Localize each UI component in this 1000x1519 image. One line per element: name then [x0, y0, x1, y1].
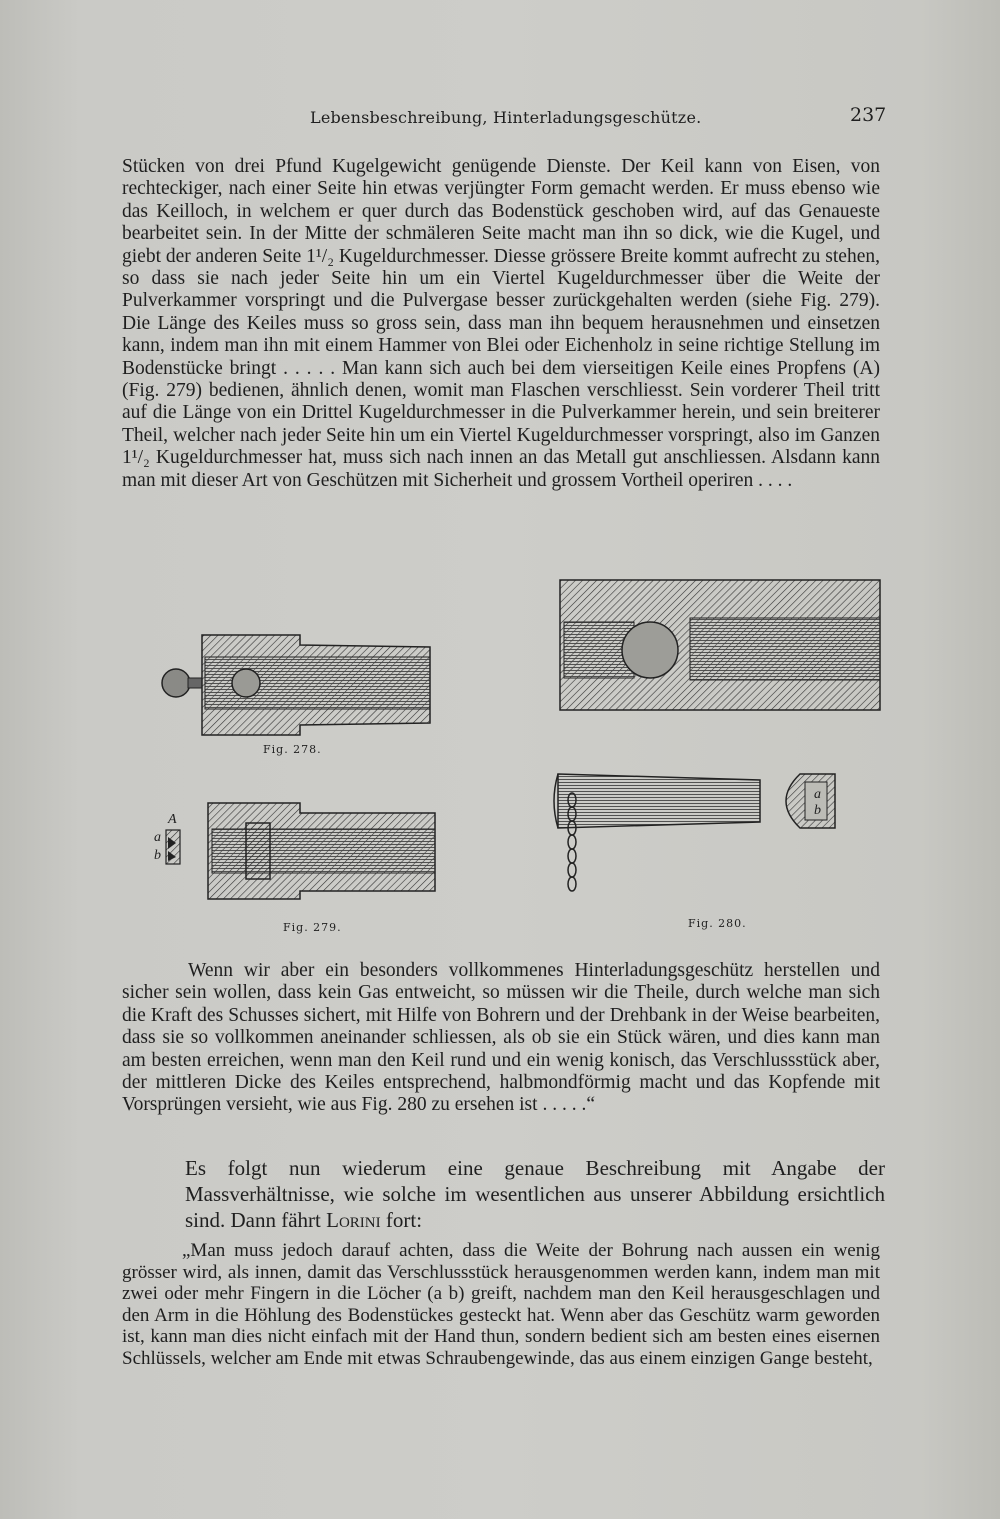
paragraph-4-quote: „Man muss jedoch darauf achten, dass die Weite der Bohrung nach aussen ein wenig grösser wird, als innen, damit das Verschlussstück herausgenommen werden kann, indem man mit zwei oder mehr Fingern in die Löcher (a b) greift, nachdem man den Keil herausgeschlagen und den Arm in die Höhlung des Bodenstückes gesteckt hat. Wenn aber das Geschütz warm geworden ist, kann man dies nicht einfach mit der Hand thun, sondern bedient sich am besten eines eisernen Schlüssels, welcher am Ende mit etwas Schraubengewinde, das aus einem einzigen Gange besteht, [122, 1240, 880, 1369]
fig279-label-a: a [154, 830, 161, 845]
author-name-lorini: Lorini [326, 1208, 381, 1232]
fig280-label-a: a [814, 787, 821, 802]
fig280-label-b: b [814, 803, 821, 818]
figure-280-wedge-and-block [550, 760, 890, 900]
fig279-label-b: b [154, 848, 161, 863]
page-number: 237 [850, 104, 887, 126]
figure-278-gun-breech [150, 625, 440, 745]
running-title: Lebensbeschreibung, Hinterladungsgeschütze. [310, 108, 702, 127]
figure-279-caption: Fig. 279. [283, 921, 342, 934]
paragraph-2: Wenn wir aber ein besonders vollkommenes Hinterladungsgeschütz herstellen und sicher sein wollen, dass kein Gas entweicht, so müssen wir die Theile, durch welche man sich die Kraft des Schusses sichert, mit Hilfe von Bohrern und der Drehbank in der Weise bearbeiten, dass sie so vollkommen aneinander schliessen, als ob sie ein Stück wären, und dies kann man am besten erreichen, wenn man den Keil rund und ein wenig konisch, das Verschlussstück aber, der mittleren Dicke des Keiles entsprechend, halbmondförmig macht und das Kopfende mit Vorsprüngen versieht, wie aus Fig. 280 zu ersehen ist . . . . .“ [122, 960, 880, 1116]
paragraph-1: Stücken von drei Pfund Kugelgewicht genügende Dienste. Der Keil kann von Eisen, von rechteckiger, nach einer Seite hin etwas verjüngter Form gemacht werden. Er muss ebenso wie das Keilloch, in welchem er quer durch das Bodenstück geschoben wird, auf das Genaueste bearbeitet sein. In der Mitte der schmäleren Seite macht man ihn so dick, wie die Kugel, und giebt der anderen Seite 1¹/₂ Kugeldurchmesser. Diesse grössere Breite kommt aufrecht zu stehen, so dass sie nach jeder Seite hin um ein Viertel Kugeldurchmesser über die Weite der Pulverkammer vorspringt und die Pulvergase besser zurückgehalten werden (siehe Fig. 279). Die Länge des Keiles muss so gross sein, dass man ihn bequem herausnehmen und einsetzen kann, indem man ihn mit einem Hammer von Blei oder Eichenholz in seine richtige Stellung im Bodenstücke bringt . . . . . Man kann sich auch bei dem vierseitigen Keile eines Propfens (A) (Fig. 279) bedienen, ähnlich denen, womit man Flaschen verschliesst. Sein vorderer Theil tritt auf die Länge von ein Drittel Kugeldurchmesser in die Pulverkammer herein, und sein breiterer Theil, welcher nach jeder Seite hin um ein Viertel Kugeldurchmesser vorspringt, also im Ganzen 1¹/₂ Kugeldurchmesser hat, muss sich nach innen an das Metall gut anschliessen. Alsdann kann man mit dieser Art von Geschützen mit Sicherheit und grossem Vortheil operiren . . . . [122, 156, 880, 491]
figure-278-caption: Fig. 278. [263, 743, 322, 756]
paragraph-3-end: fort: [380, 1208, 423, 1232]
fig279-label-A: A [168, 812, 177, 827]
paragraph-3 [185, 1155, 885, 1233]
paragraph-3-start: Es folgt nun wiederum eine genaue Beschreibung mit Angabe der Massverhältnisse, wie solche im wesentlichen aus unserer Abbildung ersichtlich sind. Dann fährt [185, 1156, 885, 1232]
figure-280-caption: Fig. 280. [688, 917, 747, 930]
figure-279-wedge-breech [150, 795, 440, 905]
figure-280-section [550, 570, 890, 750]
